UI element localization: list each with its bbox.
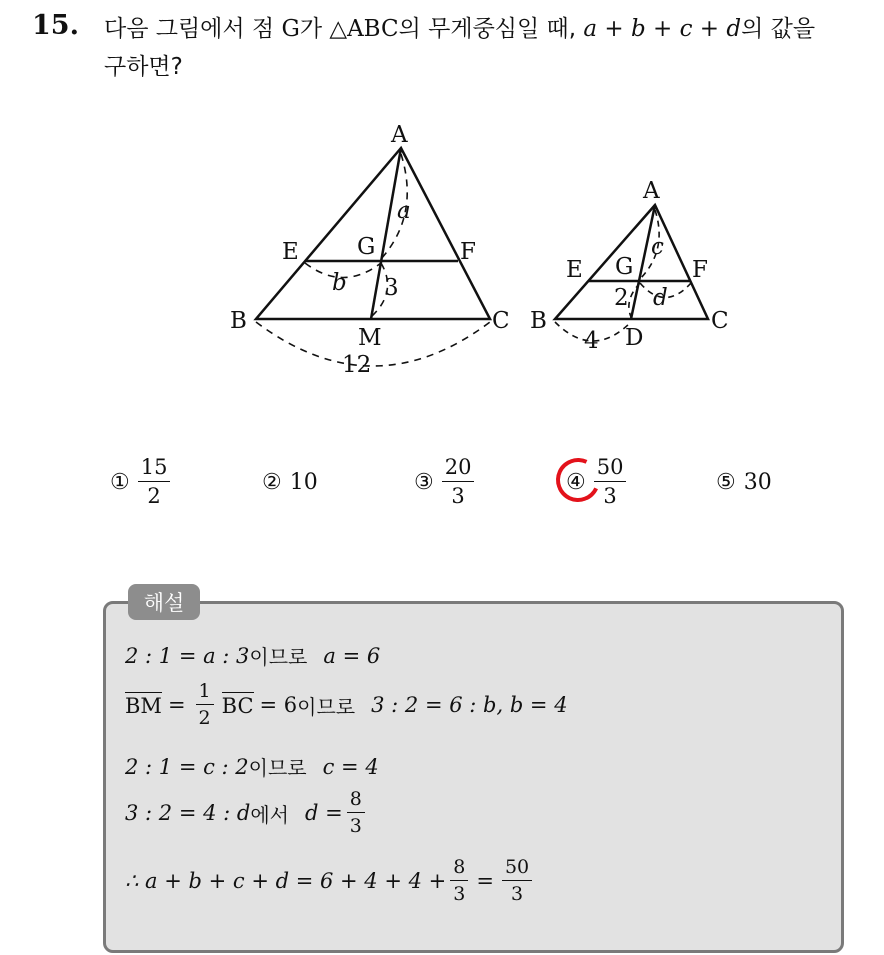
triangle-name: △ABC [329, 16, 399, 42]
solution-line-2-text: 이므로 [297, 694, 356, 719]
label-left-b-vertex: B [230, 308, 247, 334]
option-2-value: 10 [289, 469, 318, 495]
label-b: b [332, 270, 347, 296]
question-number: 15. [32, 10, 79, 41]
option-4-numerator: 50 [594, 457, 627, 482]
solution-line-2-fraction [196, 682, 214, 728]
question-text-pre: 다음 그림에서 점 [104, 16, 282, 42]
solution-line-5-fraction-1 [450, 858, 468, 904]
point-g-label: G [281, 16, 300, 42]
solution-line-2-eq: = [167, 693, 186, 717]
option-3-fraction [442, 457, 475, 507]
solution-line-5-lhs: ∴ a + b + c + d = 6 + 4 + 4 + [125, 869, 447, 893]
fraction-answer-num: 50 [502, 858, 532, 881]
option-1-fraction [138, 457, 171, 507]
solution-line-2-rest: = 6 [259, 693, 298, 717]
solution-line-1-result: a = 6 [323, 643, 381, 668]
fraction-d-den: 3 [349, 815, 362, 837]
geometry-diagram [0, 0, 884, 440]
option-1-mark: ① [110, 469, 130, 495]
solution-line-3-math: 2 : 1 = c : 2 [125, 754, 249, 779]
solution-line-1 [125, 641, 380, 670]
option-3-numerator: 20 [442, 457, 475, 482]
solution-line-3-result: c = 4 [322, 754, 379, 779]
fraction-d-num: 8 [347, 790, 365, 813]
label-right-f: F [692, 257, 708, 283]
option-2[interactable] [262, 452, 318, 512]
solution-line-1-text: 이므로 [249, 645, 308, 669]
label-left-e: E [282, 239, 299, 265]
segment-bm: BM [125, 694, 162, 718]
label-12: 12 [342, 352, 372, 378]
label-right-c-vertex: C [711, 308, 729, 334]
label-right-b-vertex: B [530, 308, 547, 334]
solution-line-3-text: 이므로 [248, 756, 307, 780]
label-left-a-vertex: A [391, 122, 408, 148]
label-left-m: M [358, 325, 382, 351]
solution-line-5-eq: = [476, 869, 494, 893]
option-5-value: 30 [743, 469, 772, 495]
option-5[interactable] [716, 452, 772, 512]
solution-line-4-math: 3 : 2 = 4 : d [125, 801, 251, 825]
solution-line-2 [125, 682, 568, 728]
question-text-mid2: 의 무게중심일 때, [398, 16, 584, 42]
solution-line-1-math: 2 : 1 = a : 3 [125, 643, 250, 668]
segment-bc: BC [221, 694, 254, 718]
label-left-c-vertex: C [492, 308, 510, 334]
solution-line-4-fraction [347, 790, 365, 836]
question-expression: a + b + c + d [583, 16, 742, 42]
label-right-e: E [566, 257, 583, 283]
option-3[interactable] [414, 452, 474, 512]
solution-line-4-result: d = [304, 801, 343, 825]
solution-line-2-result: 3 : 2 = 6 : b, b = 4 [371, 693, 568, 717]
fraction-sum-num: 8 [450, 858, 468, 881]
option-2-mark: ② [262, 469, 282, 495]
label-left-f: F [460, 239, 476, 265]
label-right-a-vertex: A [643, 178, 660, 204]
label-c: c [651, 234, 664, 260]
option-3-mark: ③ [414, 469, 434, 495]
label-right-d: D [625, 325, 644, 351]
fraction-half-num: 1 [196, 682, 214, 705]
fraction-sum-den: 3 [453, 883, 466, 905]
fraction-answer-den: 3 [510, 883, 524, 905]
option-1-denominator: 2 [147, 484, 161, 508]
option-1-numerator: 15 [138, 457, 171, 482]
label-2: 2 [614, 285, 629, 311]
label-left-g: G [357, 234, 376, 260]
solution-line-3 [125, 752, 379, 781]
question-line-2: 구하면? [104, 54, 183, 80]
option-4-denominator: 3 [603, 484, 617, 508]
label-4: 4 [584, 328, 599, 354]
option-1[interactable] [110, 452, 170, 512]
median-ad [631, 205, 655, 319]
solution-line-4 [125, 790, 369, 836]
option-5-mark: ⑤ [716, 469, 736, 495]
solution-line-5-fraction-2 [502, 858, 532, 904]
solution-tab: 해설 [128, 584, 200, 620]
label-3: 3 [384, 275, 399, 301]
label-d: d [653, 285, 668, 311]
option-4[interactable] [566, 452, 626, 512]
question-text-post: 의 값을 [741, 16, 816, 42]
question-text-mid: 가 [299, 16, 330, 42]
solution-line-5 [125, 858, 536, 904]
solution-line-4-text: 에서 [250, 802, 289, 827]
label-a: a [397, 198, 411, 224]
option-3-denominator: 3 [451, 484, 465, 508]
fraction-half-den: 2 [198, 707, 211, 729]
option-4-mark: ④ [566, 469, 586, 495]
option-4-fraction [594, 457, 627, 507]
label-right-g: G [615, 254, 634, 280]
